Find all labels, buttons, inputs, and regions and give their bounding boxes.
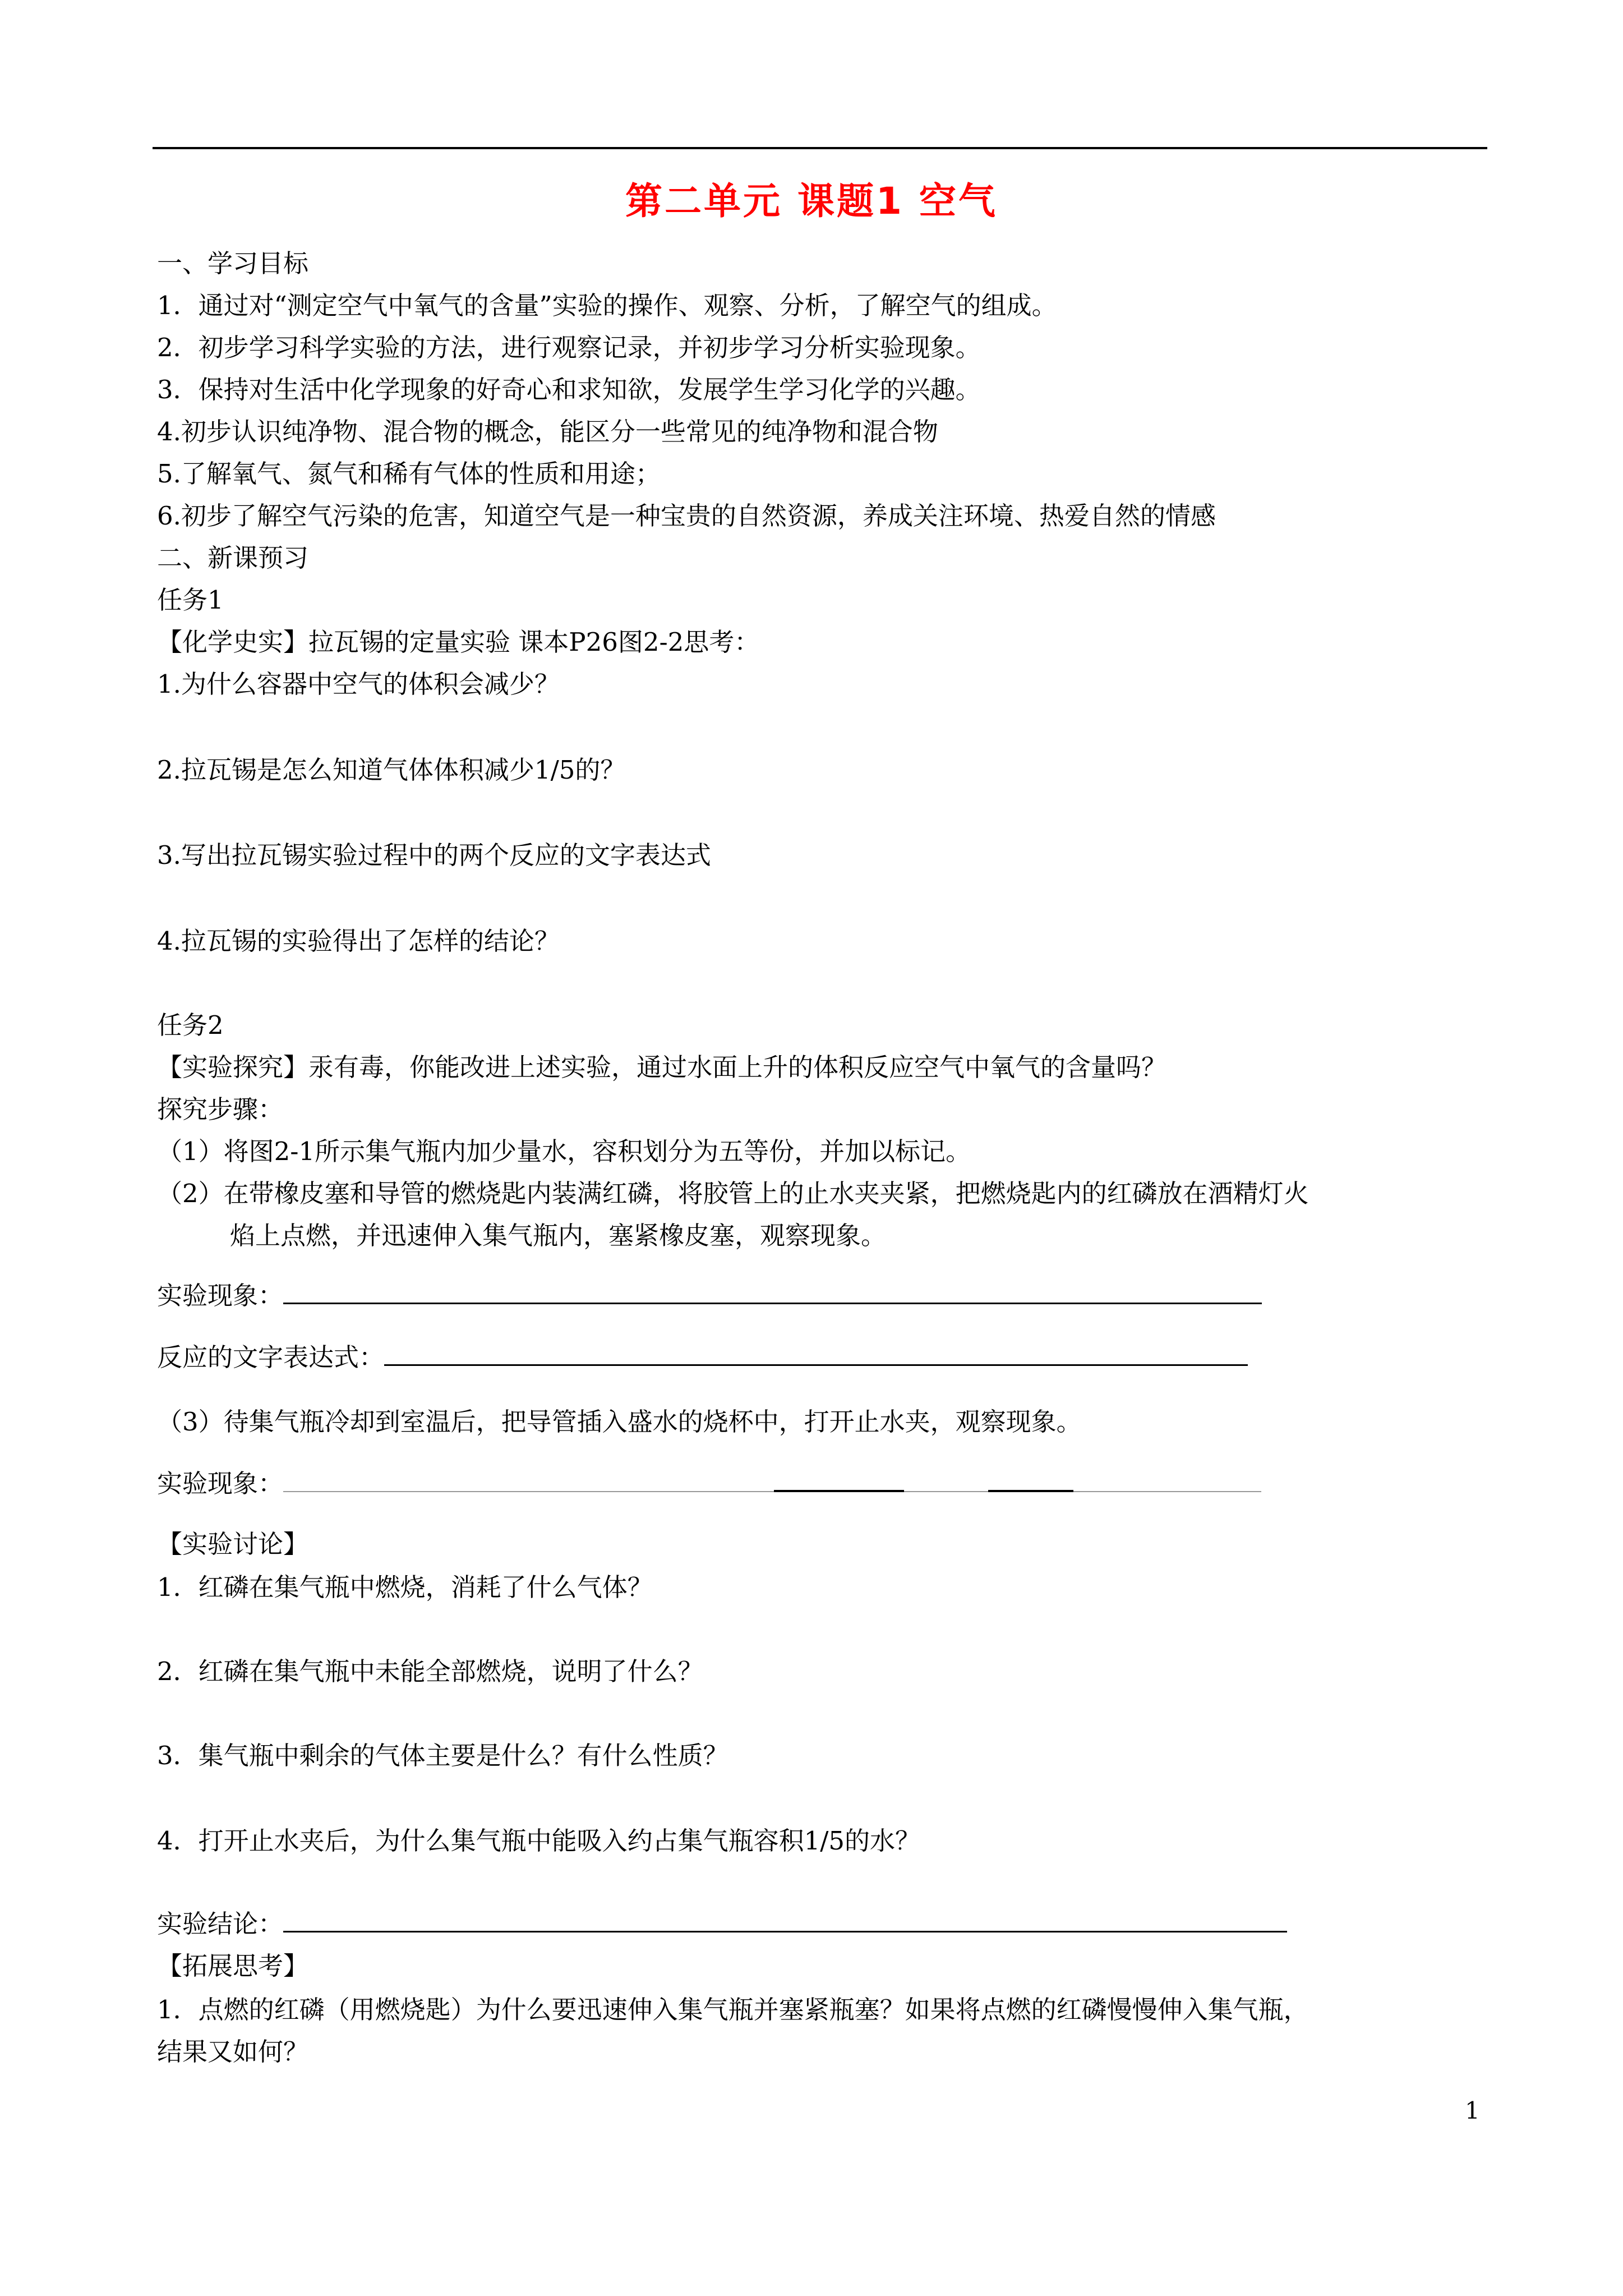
observation-2-label: 实验现象： (157, 1469, 284, 1498)
task1-question-4: 4.拉瓦锡的实验得出了怎样的结论？ (157, 926, 560, 956)
task2-label: 任务2 (157, 1010, 224, 1040)
expression-blank[interactable] (384, 1364, 1248, 1366)
observation-1-row (157, 1279, 1262, 1313)
discussion-question-1: 1．红磷在集气瓶中燃烧，消耗了什么气体？ (157, 1572, 653, 1602)
observation-1-blank[interactable] (283, 1302, 1262, 1304)
section1-heading: 一、学习目标 (157, 249, 309, 278)
task1-question-3: 3.写出拉瓦锡实验过程中的两个反应的文字表达式 (157, 840, 711, 870)
conclusion-label: 实验结论： (157, 1909, 284, 1939)
page-title: 第二单元 课题1 空气 (625, 180, 998, 223)
extension-question-1-line2: 结果又如何？ (157, 2037, 309, 2067)
task2-intro: 【实验探究】汞有毒，你能改进上述实验，通过水面上升的体积反应空气中氧气的含量吗？ (157, 1052, 1167, 1082)
discussion-question-3: 3．集气瓶中剩余的气体主要是什么？有什么性质？ (157, 1741, 728, 1770)
discussion-question-2: 2．红磷在集气瓶中未能全部燃烧，说明了什么？ (157, 1657, 703, 1686)
objective-3: 3．保持对生活中化学现象的好奇心和求知欲，发展学生学习化学的兴趣。 (157, 375, 981, 404)
objective-4: 4.初步认识纯净物、混合物的概念，能区分一些常见的纯净物和混合物 (157, 417, 938, 447)
section2-heading: 二、新课预习 (157, 543, 309, 573)
task1-label: 任务1 (157, 585, 224, 615)
task1-intro: 【化学史实】拉瓦锡的定量实验 课本P26图2-2思考： (157, 627, 760, 657)
step-1: （1）将图2-1所示集气瓶内加少量水，容积划分为五等份，并加以标记。 (157, 1137, 971, 1166)
observation-2-blank-b[interactable] (774, 1489, 904, 1492)
step-2-line2: 焰上点燃，并迅速伸入集气瓶内，塞紧橡皮塞，观察现象。 (230, 1221, 887, 1250)
header-rule (153, 147, 1487, 149)
steps-label: 探究步骤： (157, 1094, 284, 1124)
observation-2-row (157, 1467, 1261, 1501)
task1-question-1: 1.为什么容器中空气的体积会减少？ (157, 669, 560, 699)
observation-2-blank-c[interactable] (904, 1490, 988, 1492)
expression-label: 反应的文字表达式： (157, 1342, 385, 1372)
extension-heading: 【拓展思考】 (157, 1951, 309, 1981)
objective-1: 1．通过对“测定空气中氧气的含量”实验的操作、观察、分析，了解空气的组成。 (157, 291, 1057, 320)
conclusion-blank[interactable] (283, 1930, 1287, 1932)
discussion-question-4: 4．打开止水夹后，为什么集气瓶中能吸入约占集气瓶容积1/5的水？ (157, 1826, 921, 1856)
task1-question-2: 2.拉瓦锡是怎么知道气体体积减少1/5的？ (157, 755, 626, 785)
step-2-line1: （2）在带橡皮塞和导管的燃烧匙内装满红磷，将胶管上的止水夹夹紧，把燃烧匙内的红磷放在酒精灯火 (157, 1179, 1309, 1208)
observation-2-blank-a[interactable] (283, 1490, 774, 1492)
objective-2: 2．初步学习科学实验的方法，进行观察记录，并初步学习分析实验现象。 (157, 333, 981, 362)
observation-2-blank-e[interactable] (1073, 1490, 1261, 1492)
observation-2-blank-d[interactable] (988, 1489, 1073, 1492)
objective-6: 6.初步了解空气污染的危害，知道空气是一种宝贵的自然资源，养成关注环境、热爱自然的情感 (157, 501, 1216, 531)
objective-5: 5.了解氧气、氮气和稀有气体的性质和用途； (157, 459, 661, 489)
conclusion-row (157, 1907, 1287, 1941)
observation-1-label: 实验现象： (157, 1281, 284, 1310)
extension-question-1-line1: 1．点燃的红磷（用燃烧匙）为什么要迅速伸入集气瓶并塞紧瓶塞？如果将点燃的红磷慢慢伸入集气瓶， (157, 1995, 1309, 2024)
step-3: （3）待集气瓶冷却到室温后，把导管插入盛水的烧杯中，打开止水夹，观察现象。 (157, 1407, 1082, 1437)
expression-row (157, 1341, 1248, 1374)
page-number: 1 (1465, 2097, 1480, 2124)
discussion-heading: 【实验讨论】 (157, 1529, 309, 1559)
